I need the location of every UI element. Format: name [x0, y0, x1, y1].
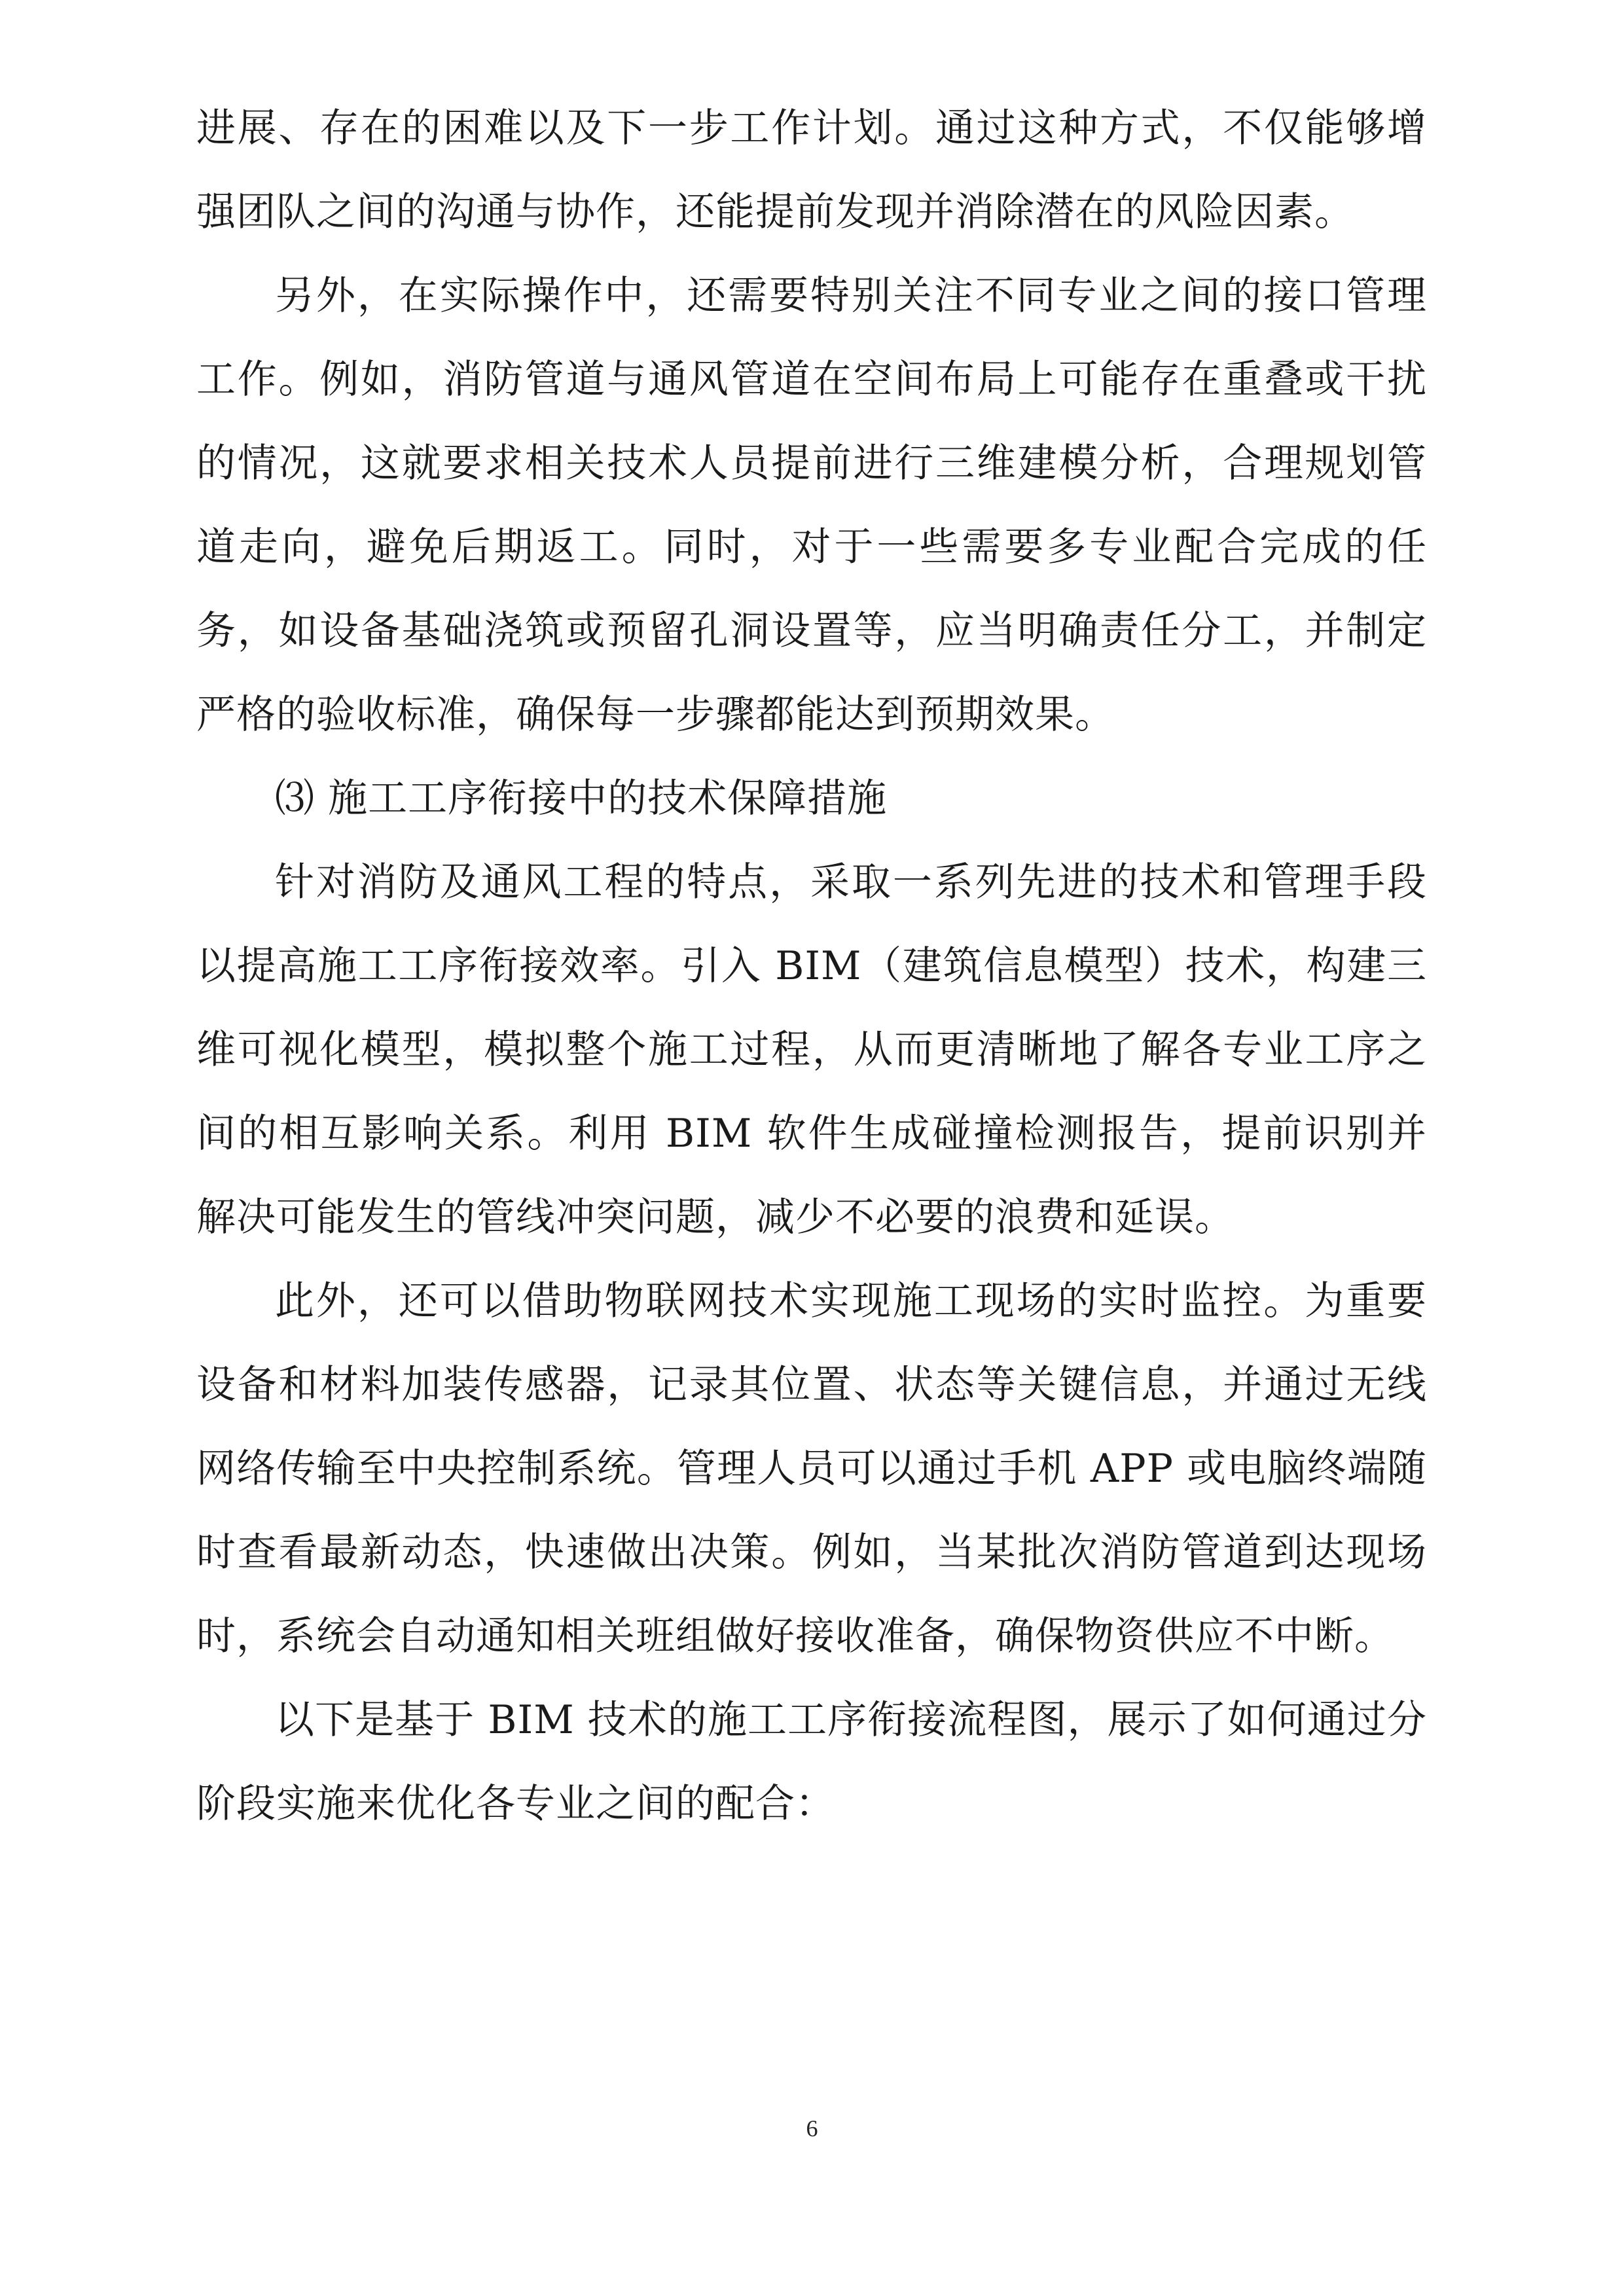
paragraph-bim-technology: 针对消防及通风工程的特点，采取一系列先进的技术和管理手段以提高施工工序衔接效率。引入 BIM（建筑信息模型）技术，构建三维可视化模型，模拟整个施工过程，从而更清晰地了解各专业工序之间的相互影响关系。利用 BIM 软件生成碰撞检测报告，提前识别并解决可能发生的管线冲突问题，减少不必要的浪费和延误。 — [196, 859, 1427, 1240]
paragraph-iot-monitoring: 此外，还可以借助物联网技术实现施工现场的实时监控。为重要设备和材料加装传感器，记录其位置、状态等关键信息，并通过无线网络传输至中央控制系统。管理人员可以通过手机 APP 或电脑终端随时查看最新动态，快速做出决策。例如，当某批次消防管道到达现场时，系统会自动通知相关班组做好接收准备，确保物资供应不中断。 — [196, 1278, 1427, 1659]
paragraph-continuation: 进展、存在的困难以及下一步工作计划。通过这种方式，不仅能够增强团队之间的沟通与协作，还能提前发现并消除潜在的风险因素。 — [196, 105, 1427, 235]
section-heading: ⑶ 施工工序衔接中的技术保障措施 — [275, 776, 888, 821]
page-number: 6 — [806, 2115, 818, 2142]
paragraph-interface-management: 另外，在实际操作中，还需要特别关注不同专业之间的接口管理工作。例如，消防管道与通风管道在空间布局上可能存在重叠或干扰的情况，这就要求相关技术人员提前进行三维建模分析，合理规划管道走向，避免后期返工。同时，对于一些需要多专业配合完成的任务，如设备基础浇筑或预留孔洞设置等，应当明确责任分工，并制定严格的验收标准，确保每一步骤都能达到预期效果。 — [196, 273, 1427, 738]
paragraph-flowchart-intro: 以下是基于 BIM 技术的施工工序衔接流程图，展示了如何通过分阶段实施来优化各专业之间的配合： — [196, 1697, 1427, 1827]
